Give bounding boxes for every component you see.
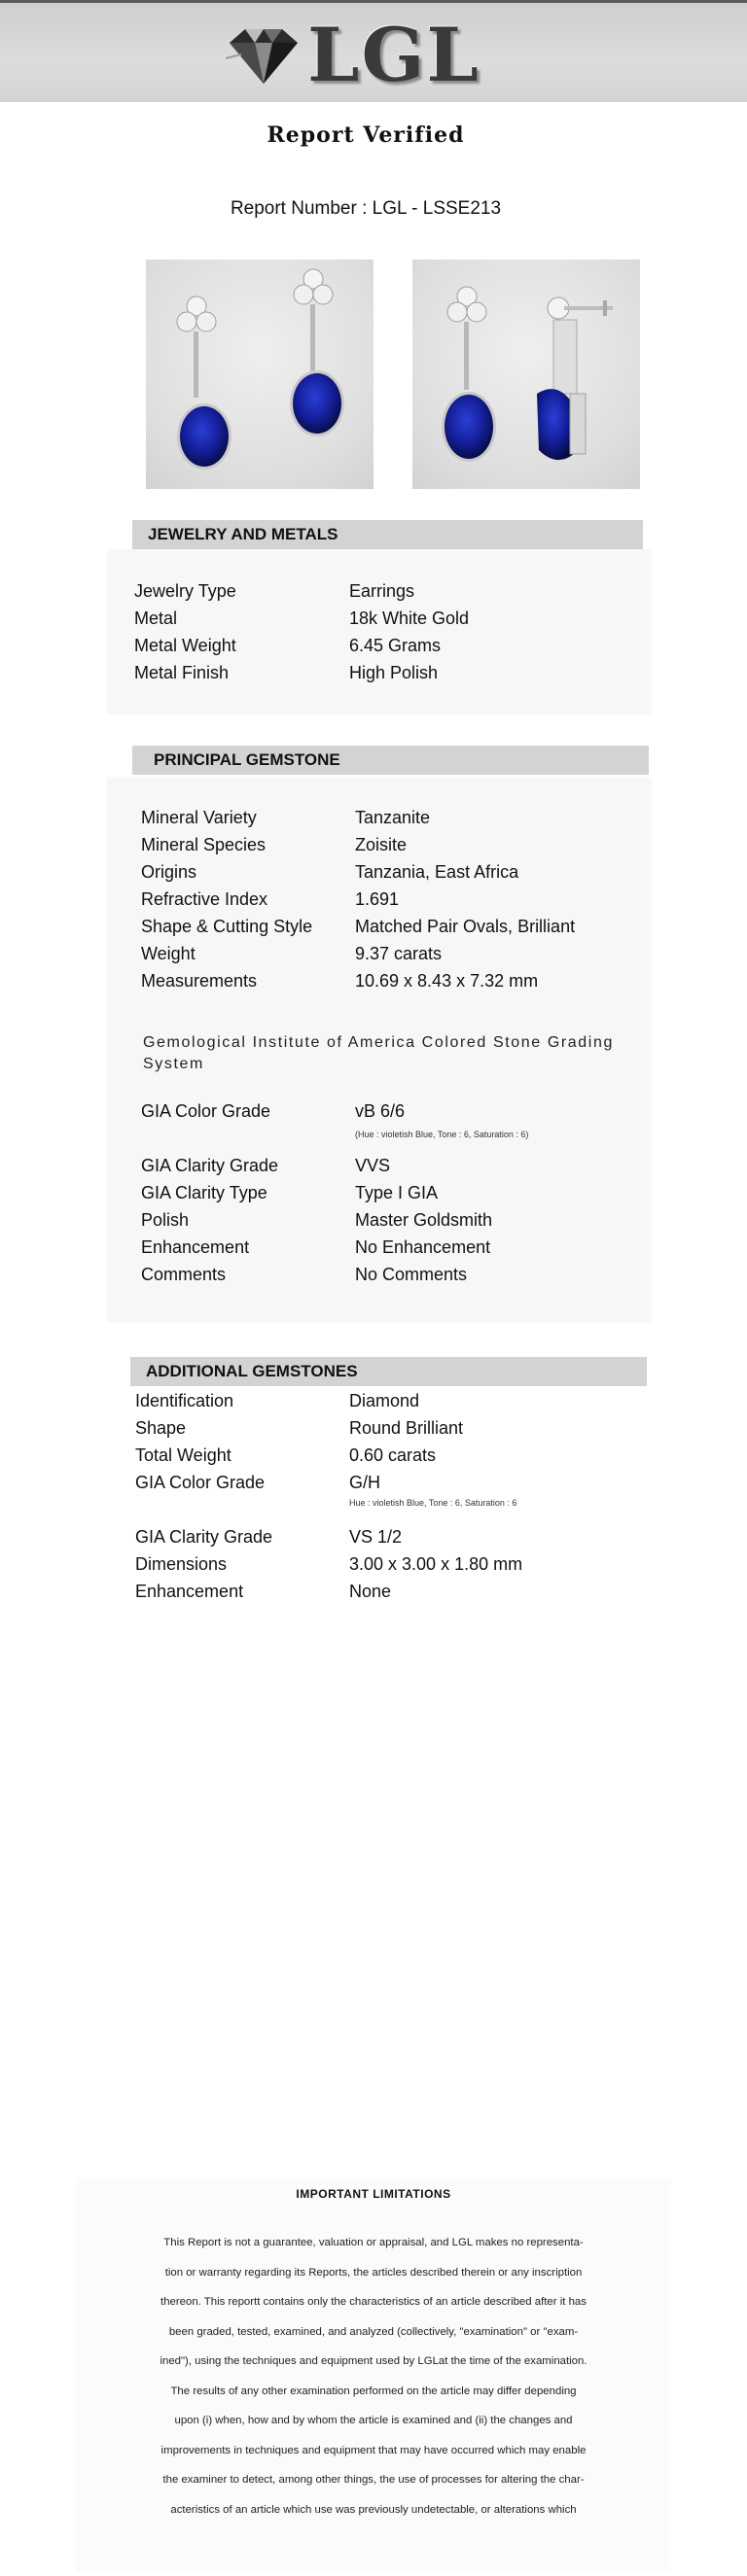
row-value: 1.691 [355, 889, 400, 909]
row-value: Matched Pair Ovals, Brilliant [355, 917, 576, 936]
limitations-line: ined"), using the techniques and equipment used by LGLat the time of the examination. [160, 2355, 587, 2367]
row-label: Metal Weight [134, 636, 236, 655]
row-value: vB 6/6 [355, 1101, 406, 1121]
row-label: Dimensions [135, 1554, 228, 1574]
row-label: Shape & Cutting Style [141, 917, 313, 936]
row-label: GIA Clarity Grade [141, 1156, 279, 1175]
limitations-text [105, 2228, 642, 2524]
row-label: Weight [141, 944, 196, 963]
limitations-line: the examiner to detect, among other things, the use of processes for altering the char- [162, 2474, 585, 2486]
row-value: None [349, 1582, 392, 1601]
logo-text: LGL [307, 12, 480, 98]
row-value: 9.37 carats [355, 944, 443, 963]
color-grade-note: (Hue : violetish Blue, Tone : 6, Saturation : 6) [355, 1130, 529, 1139]
limitations-line: acteristics of an article which use was previously undetectable, or alterations which [170, 2503, 577, 2516]
limitations-line: tion or warranty regarding its Reports, the articles described therein or any inscription [164, 2266, 583, 2279]
row-value: 6.45 Grams [349, 636, 442, 655]
row-value: Zoisite [355, 835, 408, 854]
row-value: 3.00 x 3.00 x 1.80 mm [349, 1554, 523, 1574]
report-number: Report Number : LGL - LSSE213 [230, 198, 502, 219]
row-value: High Polish [349, 663, 439, 682]
additional-section-heading: ADDITIONAL GEMSTONES [130, 1357, 647, 1386]
row-value: VS 1/2 [349, 1527, 403, 1547]
row-value: Earrings [349, 581, 415, 601]
row-value: Type I GIA [355, 1183, 439, 1202]
limitations-panel [76, 2177, 671, 2571]
row-label: Enhancement [141, 1237, 250, 1257]
row-value: Round Brilliant [349, 1418, 464, 1438]
row-label: Total Weight [135, 1445, 231, 1465]
limitations-line: thereon. This reportt contains only the characteristics of an article described after it has [160, 2296, 587, 2308]
earrings-side-photo [412, 260, 640, 489]
earrings-front-photo [146, 260, 374, 489]
row-value: Tanzanite [355, 808, 431, 827]
gia-system-heading: Gemological Institute of America Colored Stone Grading System [143, 1034, 614, 1072]
row-label: Refractive Index [141, 889, 268, 909]
row-label: Mineral Species [141, 835, 267, 854]
row-label: Enhancement [135, 1582, 244, 1601]
row-label: Shape [135, 1418, 187, 1438]
row-label: GIA Clarity Type [141, 1183, 267, 1202]
row-label: Polish [141, 1210, 190, 1230]
row-value: VVS [355, 1156, 391, 1175]
row-label: Metal [134, 609, 178, 628]
row-value: 10.69 x 8.43 x 7.32 mm [355, 971, 539, 991]
limitations-line: upon (i) when, how and by whom the article is examined and (ii) the changes and [174, 2415, 573, 2426]
row-value: Master Goldsmith [355, 1210, 493, 1230]
row-value: No Comments [355, 1265, 468, 1284]
row-label: Origins [141, 862, 197, 882]
row-value: 18k White Gold [349, 609, 470, 628]
row-value: 0.60 carats [349, 1445, 437, 1465]
principal-section-heading: PRINCIPAL GEMSTONE [132, 746, 649, 775]
row-label: Measurements [141, 971, 258, 991]
row-label: Metal Finish [134, 663, 230, 682]
limitations-line: improvements in techniques and equipment that may have occurred which may enable [160, 2444, 587, 2456]
limitations-line: This Report is not a guarantee, valuation or appraisal, and LGL makes no representa- [163, 2237, 584, 2248]
logo [226, 12, 480, 98]
row-label: Comments [141, 1265, 227, 1284]
row-label: GIA Color Grade [135, 1473, 266, 1492]
row-label: GIA Color Grade [141, 1101, 271, 1121]
row-label: GIA Clarity Grade [135, 1527, 273, 1547]
diamond-color-note: Hue : violetish Blue, Tone : 6, Saturation : 6 [349, 1498, 517, 1508]
limitations-heading: IMPORTANT LIMITATIONS [296, 2187, 451, 2201]
jewelry-panel [107, 549, 652, 714]
limitations-line: The results of any other examination performed on the article may differ depending [170, 2385, 577, 2397]
page-title: Report Verified [267, 122, 465, 148]
row-value: No Enhancement [355, 1237, 491, 1257]
row-value: G/H [349, 1473, 381, 1492]
jewelry-section-heading: JEWELRY AND METALS [132, 520, 643, 549]
row-label: Mineral Variety [141, 808, 257, 827]
row-value: Diamond [349, 1391, 420, 1410]
row-label: Jewelry Type [134, 581, 236, 601]
row-label: Identification [135, 1391, 234, 1410]
header-banner [0, 3, 747, 102]
limitations-line: been graded, tested, examined, and analyzed (collectively, "examination" or "exam- [168, 2325, 579, 2338]
row-value: Tanzania, East Africa [355, 862, 519, 882]
diamond-icon [226, 25, 302, 86]
